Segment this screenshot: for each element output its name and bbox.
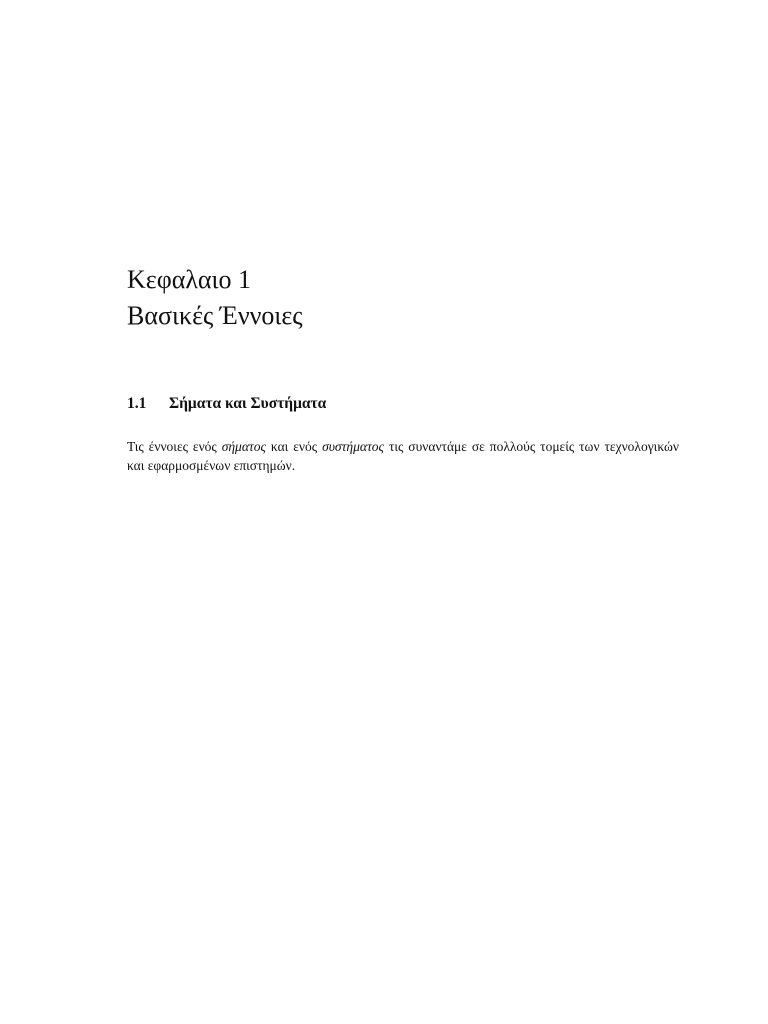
chapter-heading [127,262,687,334]
text-run: τις συναντάμε σε πολλούς τομείς των τεχνολογικών και εφαρμοσμένων επιστημών. [127,438,679,473]
section-heading [127,395,326,413]
opening-paragraph [127,437,679,475]
chapter-number: Κεφαλαιο 1 [127,265,252,294]
section-number: 1.1 [127,395,147,412]
text-run: Τις έννοιες ενός [127,438,222,454]
chapter-title: Βασικές Έννοιες [127,301,303,330]
term-signal: σήματος [221,438,266,454]
section-title: Σήματα και Συστήματα [169,395,327,412]
term-system: συστήματος [322,438,385,454]
text-run: και ενός [265,438,323,454]
